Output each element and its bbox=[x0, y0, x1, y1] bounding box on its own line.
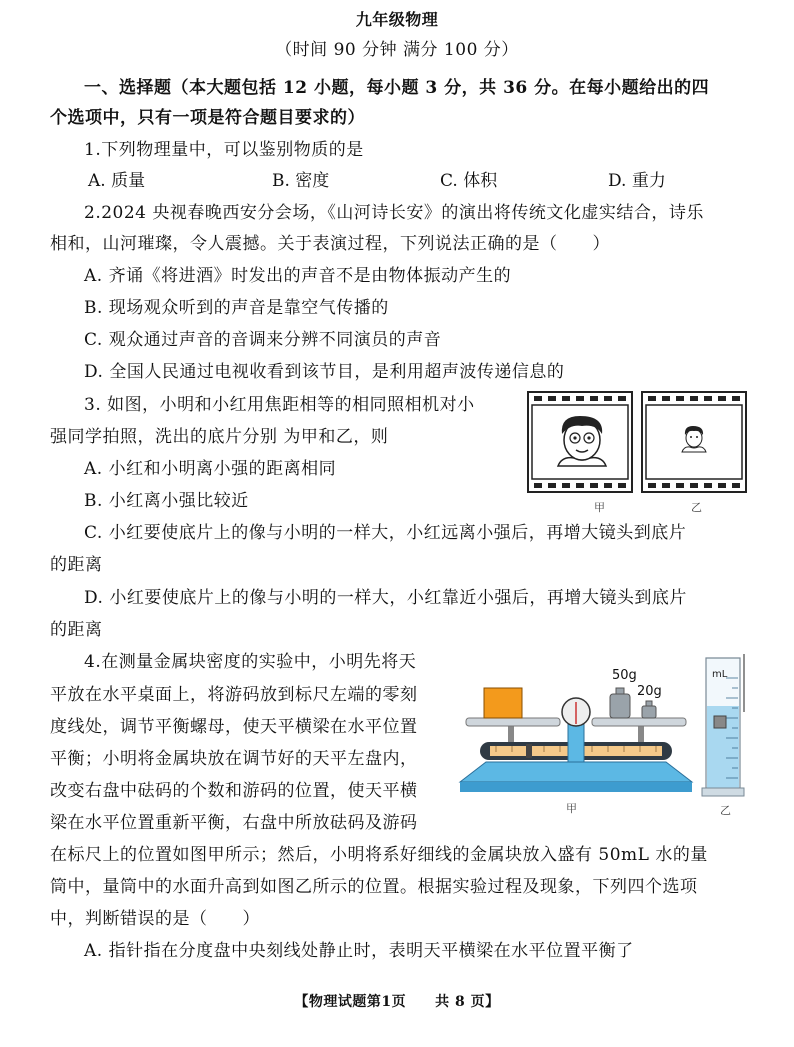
q1-option-d: D. 重力 bbox=[608, 171, 666, 191]
q1-option-b: B. 密度 bbox=[272, 171, 330, 191]
q2-option-d: D. 全国人民通过电视收看到该节目，是利用超声波传递信息的 bbox=[84, 362, 565, 382]
q4-line2: 平放在水平桌面上，将游码放到标尺左端的零刻 bbox=[50, 685, 418, 705]
q3-option-d-line1: D. 小红要使底片上的像与小明的一样大，小红靠近小强后，再增大镜头到底片 bbox=[84, 588, 687, 608]
q1-option-a: A. 质量 bbox=[88, 171, 146, 191]
q4-line6: 梁在水平位置重新平衡，右盘中所放砝码及游码 bbox=[50, 813, 418, 833]
q4-fig-label-jia: 甲 bbox=[566, 802, 577, 815]
film-frame-jia bbox=[528, 392, 632, 492]
q4-line1: 4.在测量金属块密度的实验中，小明先将天 bbox=[84, 652, 417, 672]
q2-option-a: A. 齐诵《将进酒》时发出的声音不是由物体振动产生的 bbox=[84, 266, 512, 286]
q1-option-c: C. 体积 bbox=[440, 171, 498, 191]
q3-fig-label-jia: 甲 bbox=[594, 501, 605, 514]
q3-stem-line2: 强同学拍照，洗出的底片分别 为甲和乙，则 bbox=[50, 427, 389, 447]
q3-option-c-line1: C. 小红要使底片上的像与小明的一样大，小红远离小强后，再增大镜头到底片 bbox=[84, 523, 687, 543]
q3-option-b: B. 小红离小强比较近 bbox=[84, 491, 249, 511]
weight-20g-label: 20g bbox=[637, 684, 662, 699]
q3-stem-line1: 3. 如图，小明和小红用焦距相等的相同照相机对小 bbox=[84, 395, 475, 415]
rider bbox=[526, 744, 532, 758]
q1-stem: 1.下列物理量中，可以鉴别物质的是 bbox=[84, 140, 364, 160]
q3-fig-label-yi: 乙 bbox=[691, 501, 702, 514]
q4-line7: 在标尺上的位置如图甲所示；然后，小明将系好细线的金属块放入盛有 50mL 水的量 bbox=[50, 845, 708, 865]
cylinder-unit-label: mL bbox=[712, 669, 728, 680]
q4-line3: 度线处，调节平衡螺母，使天平横梁在水平位置 bbox=[50, 717, 418, 737]
exam-info: （时间 90 分钟 满分 100 分） bbox=[275, 40, 519, 60]
q2-stem-line1: 2.2024 央视春晚西安分会场，《山河诗长安》的演出将传统文化虚实结合，诗乐 bbox=[84, 203, 704, 223]
q3-option-a: A. 小红和小明离小强的距离相同 bbox=[84, 459, 337, 479]
metal-block bbox=[484, 688, 522, 718]
weight-50g bbox=[610, 688, 630, 718]
q3-option-c-line2: 的距离 bbox=[50, 555, 103, 575]
weight-20g bbox=[642, 701, 656, 718]
film-frame-yi bbox=[642, 392, 746, 492]
q4-line8: 筒中，量筒中的水面升高到如图乙所示的位置。根据实验过程及现象，下列四个选项 bbox=[50, 877, 698, 897]
q2-option-b: B. 现场观众听到的声音是靠空气传播的 bbox=[84, 298, 389, 318]
q3-film-figure bbox=[526, 390, 752, 502]
q3-option-d-line2: 的距离 bbox=[50, 620, 103, 640]
q4-fig-label-yi: 乙 bbox=[720, 804, 731, 817]
q4-option-a: A. 指针指在分度盘中央刻线处静止时，表明天平横梁在水平位置平衡了 bbox=[84, 941, 634, 961]
balance-figure bbox=[456, 660, 696, 810]
section-heading-line2: 个选项中，只有一项是符合题目要求的） bbox=[50, 108, 365, 128]
section-heading-line1: 一、选择题（本大题包括 12 小题，每小题 3 分，共 36 分。在每小题给出的四 bbox=[84, 78, 710, 98]
q4-line4: 平衡；小明将金属块放在调节好的天平左盘内， bbox=[50, 749, 418, 769]
page-footer: 【物理试题第1页 共 8 页】 bbox=[294, 994, 500, 1010]
q4-line9: 中，判断错误的是（ ） bbox=[50, 909, 260, 929]
q2-stem-line2: 相和，山河璀璨，令人震撼。关于表演过程，下列说法正确的是（ ） bbox=[50, 234, 610, 254]
weight-50g-label: 50g bbox=[612, 668, 637, 683]
page-title: 九年级物理 bbox=[355, 10, 439, 29]
q4-line5: 改变右盘中砝码的个数和游码的位置，使天平横 bbox=[50, 781, 418, 801]
q2-option-c: C. 观众通过声音的音调来分辨不同演员的声音 bbox=[84, 330, 442, 350]
